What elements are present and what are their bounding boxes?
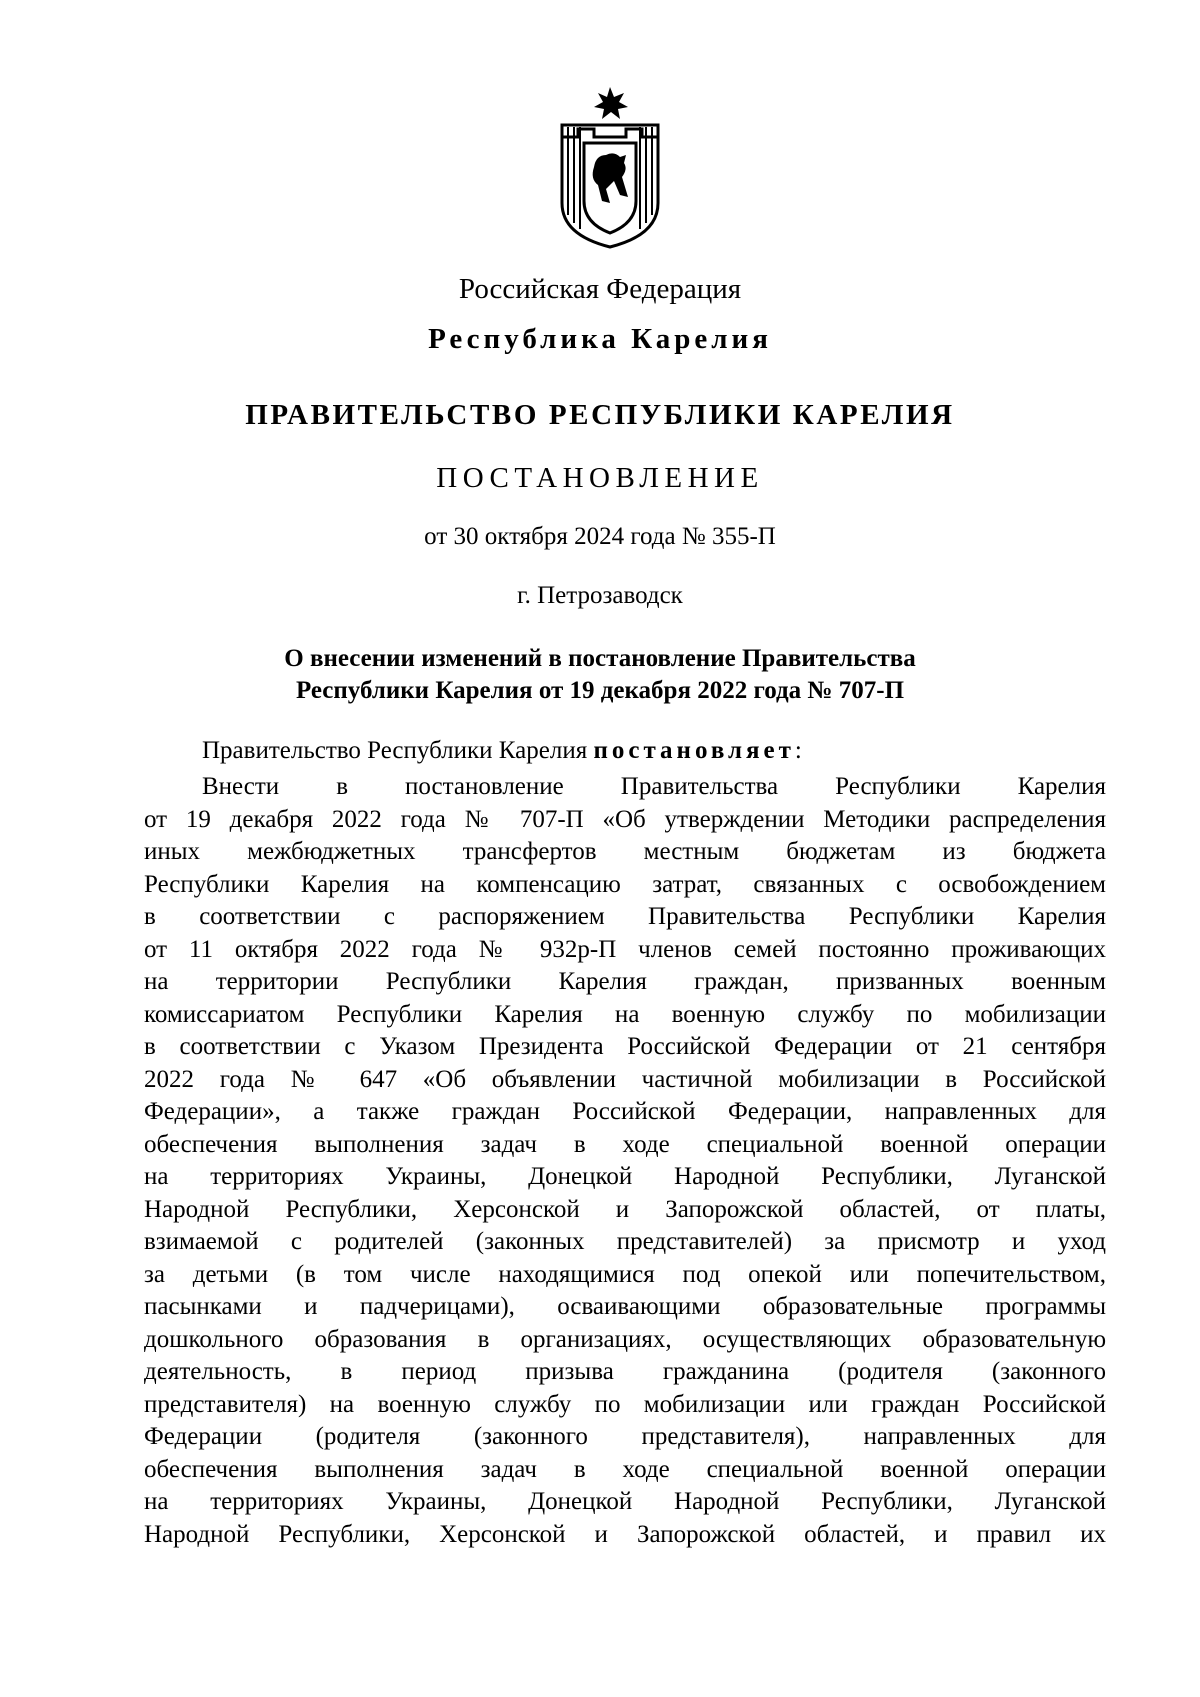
republic-name: Республика Карелия [428, 323, 772, 355]
government-name: ПРАВИТЕЛЬСТВО РЕСПУБЛИКИ КАРЕЛИЯ [245, 399, 955, 431]
body-line: на территориях Украины, Донецкой Народной Республики, Луганской [144, 1163, 1106, 1190]
body-line: Народной Республики, Херсонской и Запорожской областей, и правил их [144, 1520, 1106, 1548]
title-line-2: Республики Карелия от 19 декабря 2022 года № 707-П [295, 677, 905, 704]
body-line: за детьми (в том числе находящимися под опекой или попечительством, [144, 1260, 1106, 1288]
body-line: иных межбюджетных трансфертов местным бюджетам из бюджета [144, 838, 1106, 865]
body-line: Федерации (родителя (законного представителя), направленных для [144, 1423, 1106, 1450]
body-line: от 11 октября 2022 года № 932р-П членов семей постоянно проживающих [144, 935, 1106, 963]
body-line: в соответствии с распоряжением Правительства Республики Карелия [144, 903, 1106, 930]
preamble-colon: : [794, 737, 802, 764]
body-line: Внести в постановление Правительства Республики Карелия [202, 773, 1106, 800]
body-line: на территории Республики Карелия граждан, призванных военным [144, 968, 1106, 995]
preamble-emphasis: постановляет [593, 737, 795, 764]
body-line: дошкольного образования в организациях, осуществляющих образовательную [144, 1325, 1106, 1353]
body-line: обеспечения выполнения задач в ходе специальной военной операции [144, 1455, 1106, 1483]
title-line-1: О внесении изменений в постановление Правительства [284, 645, 916, 672]
body-line: взимаемой с родителей (законных представителей) за присмотр и уход [144, 1228, 1106, 1255]
body-line: Федерации», а также граждан Российской Федерации, направленных для [144, 1098, 1106, 1125]
karelia-coat-of-arms-icon [558, 85, 662, 249]
preamble [202, 737, 802, 765]
body-line: 2022 года № 647 «Об объявлении частичной мобилизации в Российской [144, 1065, 1106, 1093]
body-line: Республики Карелия на компенсацию затрат, связанных с освобождением [144, 870, 1106, 898]
document-city: г. Петрозаводск [517, 582, 683, 609]
document-type: ПОСТАНОВЛЕНИЕ [436, 462, 764, 494]
body-line: пасынками и падчерицами), осваивающими образовательные программы [144, 1293, 1106, 1320]
body-line: Народной Республики, Херсонской и Запорожской областей, от платы, [144, 1195, 1106, 1223]
body-line: представителя) на военную службу по мобилизации или граждан Российской [144, 1390, 1106, 1418]
body-line: от 19 декабря 2022 года № 707-П «Об утверждении Методики распределения [144, 805, 1106, 833]
body-line: на территориях Украины, Донецкой Народной Республики, Луганской [144, 1488, 1106, 1515]
body-line: обеспечения выполнения задач в ходе специальной военной операции [144, 1130, 1106, 1158]
body-line: комиссариатом Республики Карелия на военную службу по мобилизации [144, 1000, 1106, 1028]
body-line: в соответствии с Указом Президента Российской Федерации от 21 сентября [144, 1033, 1106, 1060]
document-date-number: от 30 октября 2024 года № 355-П [424, 523, 776, 550]
body-paragraph [144, 771, 1106, 1551]
preamble-text: Правительство Республики Карелия [202, 737, 594, 764]
country-name: Российская Федерация [458, 273, 742, 305]
document-title [0, 643, 1200, 707]
body-line: деятельность, в период призыва гражданина (родителя (законного [144, 1358, 1106, 1385]
